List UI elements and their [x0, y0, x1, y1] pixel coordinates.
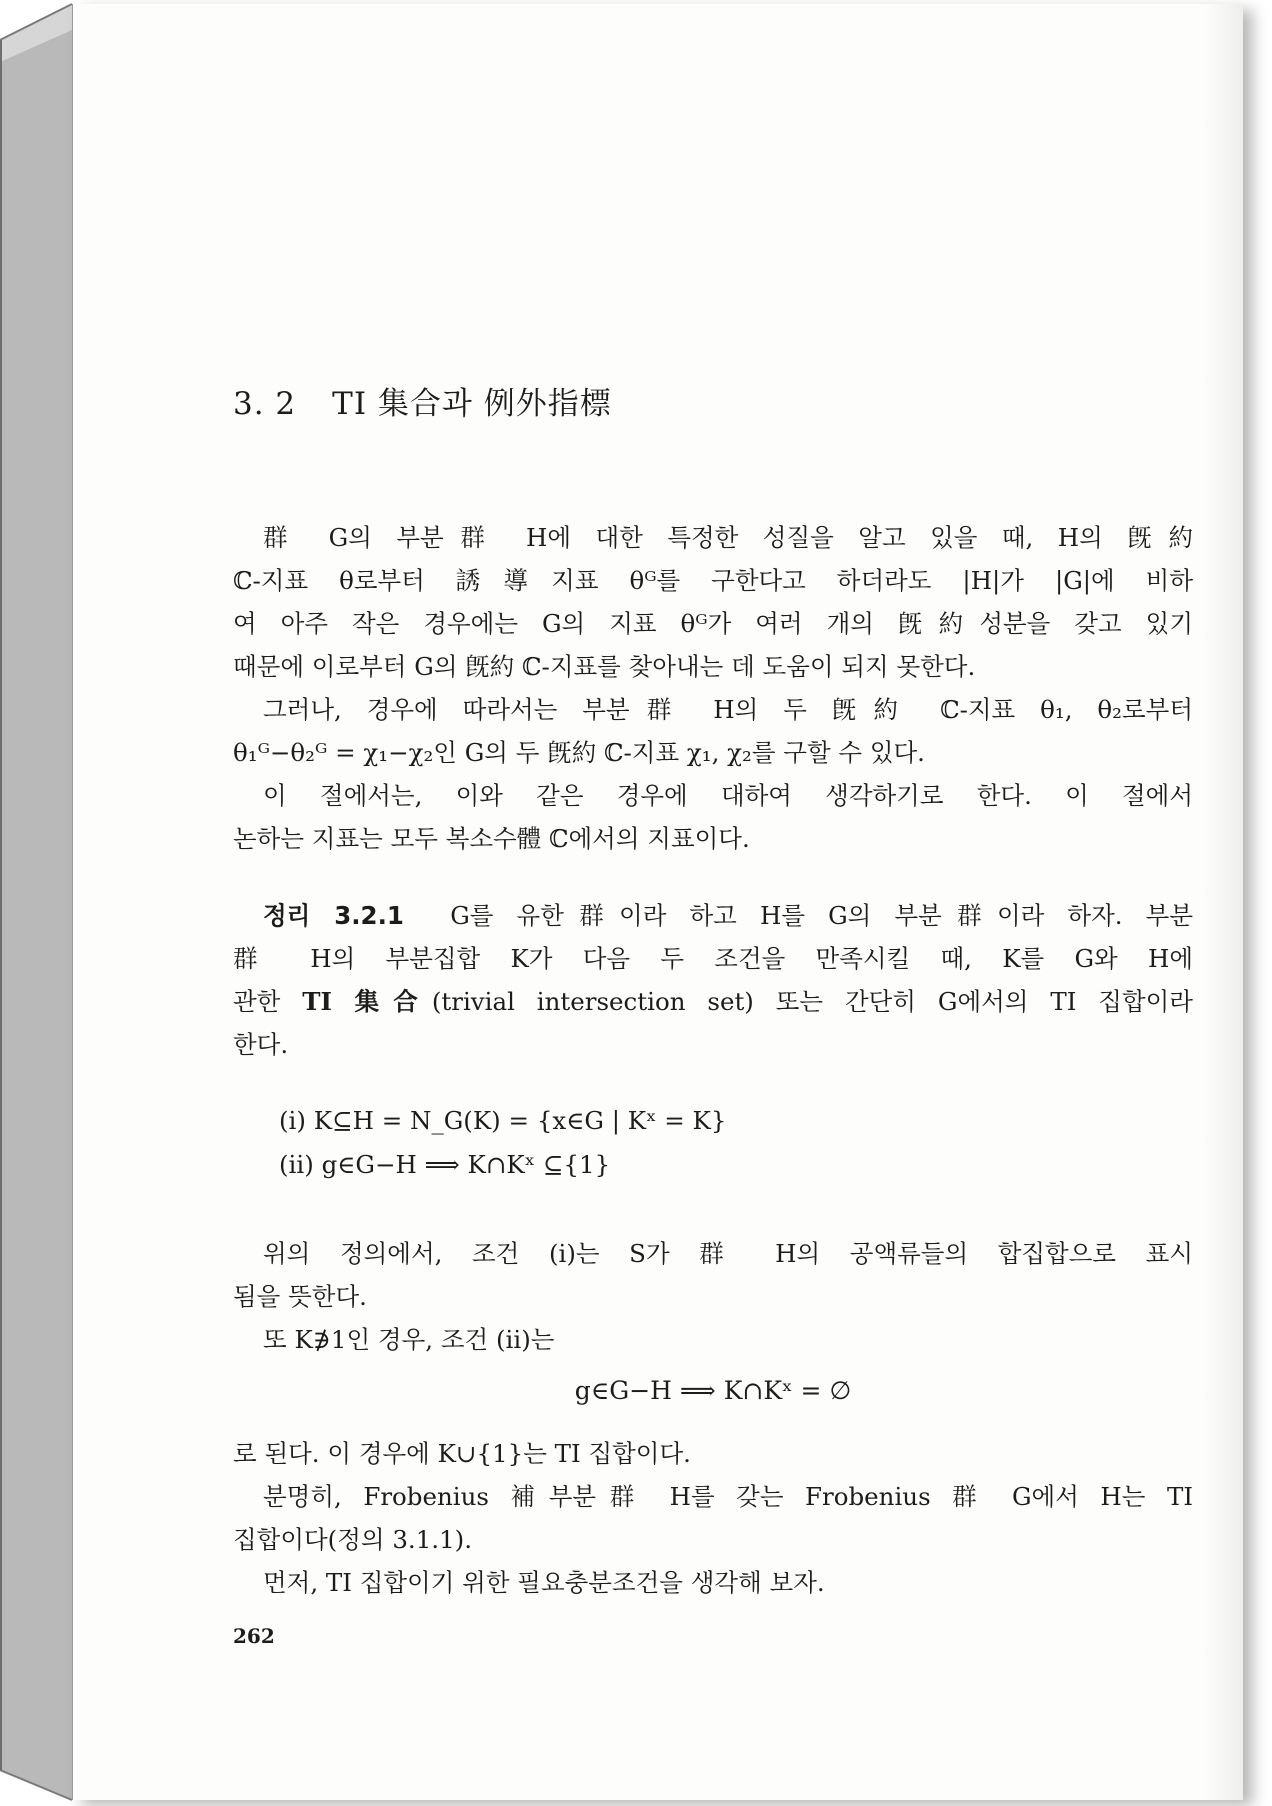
section-number: 3. 2 [233, 386, 297, 422]
theorem-text-1: G를 유한群이라 하고 H를 G의 부분群이라 하자. 부분 [450, 901, 1193, 930]
intro-line-2: ℂ-지표 θ로부터 誘導지표 θᴳ를 구한다고 하더라도 |H|가 |G|에 비하 [233, 566, 1193, 595]
book-page [72, 4, 1243, 1800]
after-line-3: 또 K∌1인 경우, 조건 (ii)는 [263, 1325, 555, 1354]
intro-line-8: 논하는 지표는 모두 복소수體 ℂ에서의 지표이다. [233, 824, 750, 853]
theorem-line-3 [233, 980, 1193, 1023]
closing-line-3: 집합이다(정의 3.1.1). [233, 1525, 473, 1554]
section-heading [233, 378, 612, 423]
theorem-term: TI 集合 [302, 987, 432, 1016]
theorem-line-1 [233, 894, 1193, 937]
theorem-label: 정리 3.2.1 [263, 901, 404, 930]
intro-line-7: 이 절에서는, 이와 같은 경우에 대하여 생각하기로 한다. 이 절에서 [263, 781, 1193, 810]
theorem-block [233, 894, 1193, 1066]
condition-ii: (ii) g∈G−H ⟹ K∩Kˣ ⊆{1} [279, 1150, 611, 1179]
intro-line-4: 때문에 이로부터 G의 旣約 ℂ-지표를 찾아내는 데 도움이 되지 못한다. [233, 652, 976, 681]
intro-line-3: 여 아주 작은 경우에는 G의 지표 θᴳ가 여러 개의 旣約성분을 갖고 있기 [233, 609, 1193, 638]
intro-line-6: θ₁ᴳ−θ₂ᴳ = χ₁−χ₂인 G의 두 旣約 ℂ-지표 χ₁, χ₂를 구할 수 있다. [233, 738, 925, 767]
after-line-2: 됨을 뜻한다. [233, 1282, 367, 1311]
section-title: TI 集合과 例外指標 [332, 386, 612, 422]
closing-line-1: 로 된다. 이 경우에 K∪{1}는 TI 집합이다. [233, 1439, 691, 1468]
display-formula: g∈G−H ⟹ K∩Kˣ = ∅ [574, 1376, 852, 1405]
theorem-line-2: 群 H의 부분집합 K가 다음 두 조건을 만족시킬 때, K를 G와 H에 [233, 944, 1193, 973]
intro-line-1: 群 G의 부분群 H에 대한 특정한 성질을 알고 있을 때, H의 旣約 [263, 523, 1193, 552]
explanation-paragraph [233, 1232, 1193, 1361]
closing-line-4: 먼저, TI 집합이기 위한 필요충분조건을 생각해 보자. [263, 1568, 825, 1597]
after-line-1: 위의 정의에서, 조건 (i)는 S가 群 H의 공액류들의 합집합으로 표시 [263, 1239, 1193, 1268]
closing-line-2: 분명히, Frobenius 補부분群 H를 갖는 Frobenius 群 G에서 H는 TI [263, 1482, 1193, 1511]
theorem-line-4: 한다. [233, 1030, 289, 1059]
page-number: 262 [233, 1624, 275, 1648]
book-spine [0, 0, 80, 1806]
condition-i: (i) K⊆H = N_G(K) = {x∈G | Kˣ = K} [279, 1106, 727, 1135]
page-edge-shadow [1203, 4, 1243, 1800]
closing-paragraph [233, 1432, 1193, 1604]
theorem-text-3a: 관한 [233, 987, 281, 1016]
theorem-text-3b: (trivial intersection set) 또는 간단히 G에서의 TI 집합이라 [431, 987, 1193, 1016]
intro-line-5: 그러나, 경우에 따라서는 부분群 H의 두 旣約 ℂ-지표 θ₁, θ₂로부터 [263, 695, 1193, 724]
intro-paragraph [233, 516, 1193, 860]
